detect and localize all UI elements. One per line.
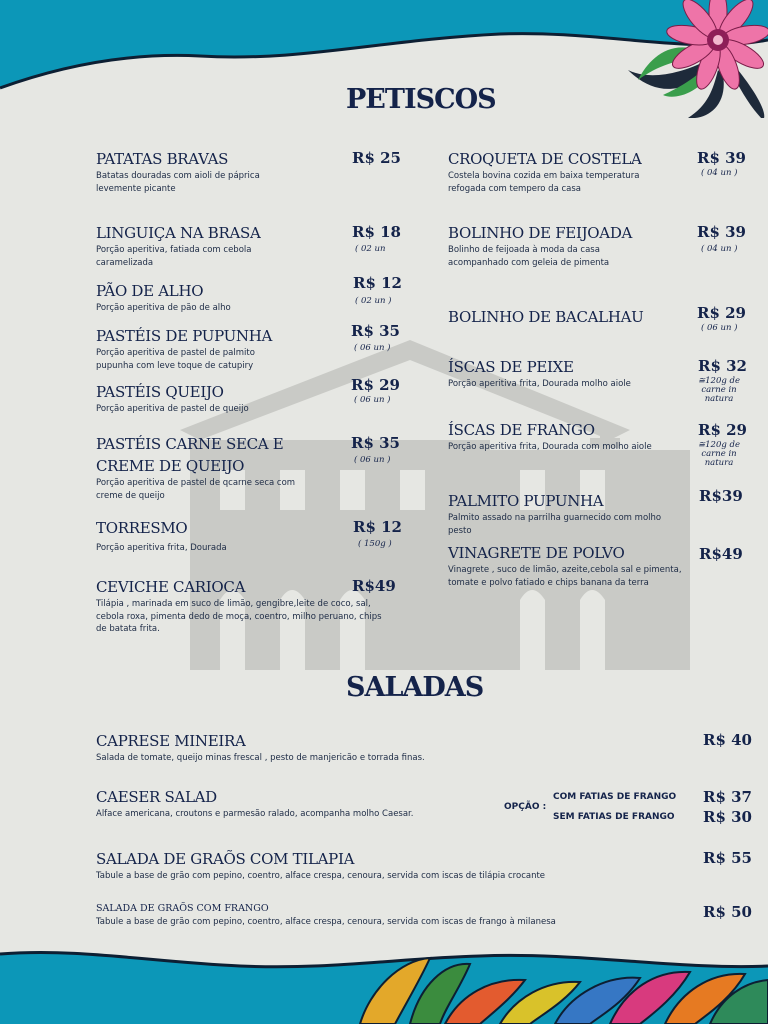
item-price: R$ 50 — [703, 903, 752, 921]
item-name: ÍSCAS DE FRANGO — [448, 421, 595, 439]
item-quantity: ( 06 un ) — [354, 343, 391, 353]
item-quantity: ( 150g ) — [358, 539, 392, 549]
item-description: Vinagrete , suco de limão, azeite,cebola sal e pimenta, tomate e polvo fatiado e chips banana da terra — [448, 565, 682, 588]
item-quantity: ( 04 un ) — [701, 244, 738, 254]
item-price: R$39 — [699, 487, 743, 505]
item-price: R$ 32 — [698, 357, 747, 375]
option-label: OPÇÃO : — [504, 802, 547, 812]
item-price: R$ 12 — [353, 274, 402, 292]
item-name: PASTÉIS DE PUPUNHA — [96, 327, 273, 345]
menu-item — [448, 148, 693, 195]
item-description: Porção aperitiva de pastel de palmito pupunha com leve toque de catupiry — [96, 348, 255, 371]
menu-item — [448, 356, 693, 391]
item-description: Porção aperitiva frita, Dourada com molho aiole — [448, 442, 652, 452]
item-description: Tabule a base de grão com pepino, coentro, alface crespa, cenoura, servida com iscas de tilápia crocante — [96, 871, 546, 881]
salad-item — [96, 848, 656, 883]
item-quantity: ( 02 un — [355, 244, 386, 254]
item-price: R$49 — [352, 577, 396, 595]
item-description: Batatas douradas com aioli de páprica levemente picante — [96, 171, 260, 194]
salad-item — [96, 786, 496, 821]
item-name: BOLINHO DE BACALHAU — [448, 308, 644, 326]
item-price: R$ 29 — [697, 304, 746, 322]
item-name: BOLINHO DE FEIJOADA — [448, 224, 633, 242]
item-name: PÃO DE ALHO — [96, 282, 204, 300]
item-price: R$ 40 — [703, 731, 752, 749]
item-price: R$ 55 — [703, 849, 752, 867]
item-name: PATATAS BRAVAS — [96, 150, 229, 168]
item-price: R$ 35 — [351, 322, 400, 340]
section-title-saladas: SALADAS — [346, 672, 484, 703]
item-price: R$ 12 — [353, 518, 402, 536]
item-name: PASTÉIS CARNE SECA E — [96, 435, 284, 453]
item-name: LINGUIÇA NA BRASA — [96, 224, 261, 242]
salad-item — [96, 730, 656, 765]
item-price: R$ 39 — [697, 149, 746, 167]
item-name-line2: CREME DE QUEIJO — [96, 457, 245, 475]
item-name: PALMITO PUPUNHA — [448, 492, 604, 510]
item-quantity: ( 06 un ) — [354, 395, 391, 405]
item-description: Alface americana, croutons e parmesão ralado, acompanha molho Caesar. — [96, 809, 414, 819]
salad-item — [96, 903, 656, 929]
feather-foliage-icon — [350, 950, 768, 1024]
item-description: Porção aperitiva de pastel de queijo — [96, 404, 249, 414]
item-name: SALADA DE GRAÕS COM FRANGO — [96, 903, 269, 914]
item-quantity: ( 04 un ) — [701, 168, 738, 178]
menu-item — [448, 419, 693, 454]
item-name: CEVICHE CARIOCA — [96, 578, 246, 596]
item-price: R$ 29 — [351, 376, 400, 394]
item-description: Porção aperitiva de pastel de qcarne seca com creme de queijo — [96, 478, 296, 501]
option-price-without: R$ 30 — [703, 808, 752, 826]
item-name: SALADA DE GRAÕS COM TILAPIA — [96, 850, 355, 868]
menu-item — [448, 490, 693, 537]
menu-item — [448, 542, 693, 589]
item-quantity: ( 02 un ) — [355, 296, 392, 306]
item-description: Costela bovina cozida em baixa temperatura refogada com tempero da casa — [448, 171, 640, 194]
item-description: Porção aperitiva frita, Dourada — [96, 543, 227, 553]
item-quantity: ( 06 un ) — [701, 323, 738, 333]
item-quantity: ( 06 un ) — [354, 455, 391, 465]
item-price: R$ 39 — [697, 223, 746, 241]
item-name: ÍSCAS DE PEIXE — [448, 358, 574, 376]
item-description: Porção aperitiva frita, Dourada molho aiole — [448, 379, 631, 389]
option-with-chicken: COM FATIAS DE FRANGO — [553, 792, 677, 802]
item-price: R$49 — [699, 545, 743, 563]
item-price: R$ 25 — [352, 149, 401, 167]
item-name: TORRESMO — [96, 519, 188, 537]
flower-icon — [600, 0, 768, 118]
item-name: CROQUETA DE COSTELA — [448, 150, 642, 168]
menu-item — [448, 306, 693, 328]
item-description: Salada de tomate, queijo minas frescal , pesto de manjericão e torrada finas. — [96, 753, 425, 763]
item-description: Tilápia , marinada em suco de limão, gengibre,leite de coco, sal, cebola roxa, pimenta dedo de moça, coentro, milho peruano, chips de batata frita. — [96, 599, 382, 634]
item-name: VINAGRETE DE POLVO — [448, 544, 625, 562]
item-description: Porção aperitiva, fatiada com cebola caramelizada — [96, 245, 252, 268]
item-description: Palmito assado na parrilha guarnecido com molho pesto — [448, 513, 662, 536]
item-price: R$ 29 — [698, 421, 747, 439]
option-without-chicken: SEM FATIAS DE FRANGO — [553, 812, 675, 822]
item-description: Porção aperitiva de pão de alho — [96, 303, 231, 313]
item-price: R$ 35 — [351, 434, 400, 452]
item-name: CAPRESE MINEIRA — [96, 732, 246, 750]
item-description: Tabule a base de grão com pepino, coentro, alface crespa, cenoura, servida com iscas de frango à milanesa — [96, 917, 556, 927]
menu-item — [448, 222, 693, 269]
option-price-with: R$ 37 — [703, 788, 752, 806]
section-title-petiscos: PETISCOS — [346, 84, 496, 115]
item-quantity: ≅120g de carne in natura — [698, 440, 740, 468]
item-price: R$ 18 — [352, 223, 401, 241]
item-name: CAESER SALAD — [96, 788, 217, 806]
item-description: Bolinho de feijoada à moda da casa acompanhado com geleia de pimenta — [448, 245, 610, 268]
item-name: PASTÉIS QUEIJO — [96, 383, 224, 401]
item-quantity: ≅120g de carne in natura — [698, 376, 740, 404]
